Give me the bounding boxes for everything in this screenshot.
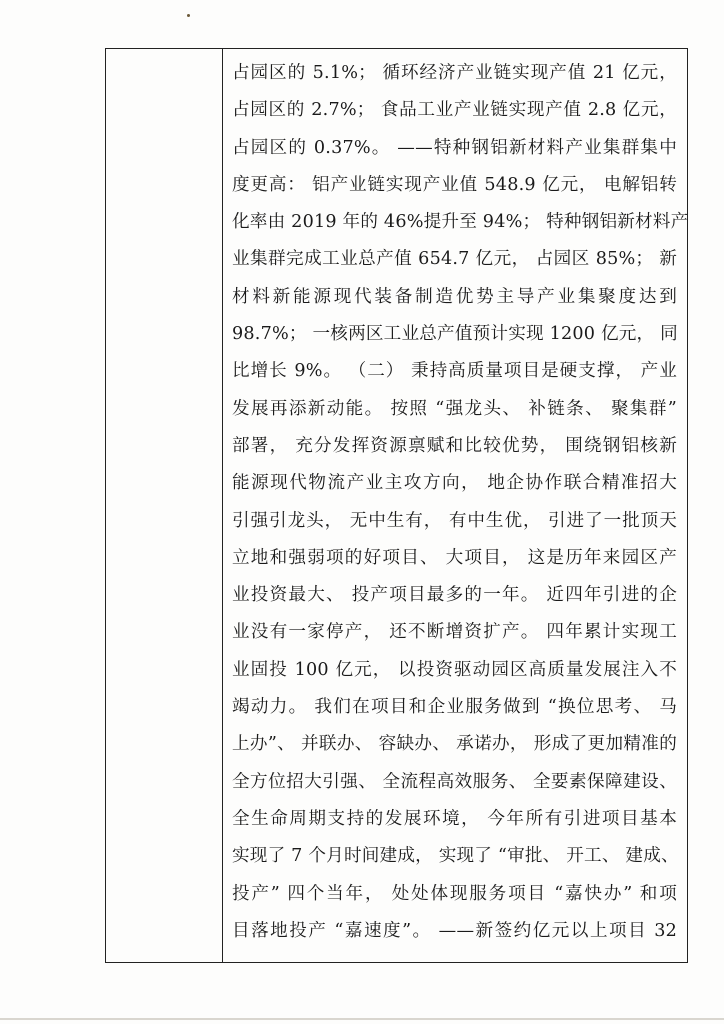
text-line: 占园区的 5.1%； 循环经济产业链实现产值 21 亿元， xyxy=(232,63,677,83)
text-line: 业没有一家停产， 还不断增资扩产。 四年累计实现工 xyxy=(232,622,677,643)
text-line: 发展再添新动能。 按照 “强龙头、 补链条、 聚集群” xyxy=(232,398,677,419)
text-line: 投产” 四个当年， 处处体现服务项目 “嘉快办” 和项 xyxy=(232,883,677,904)
text-line: 98.7%； 一核两区工业总产值预计实现 1200 亿元， 同 xyxy=(232,324,678,345)
text-line: 业投资最大、 投产项目最多的一年。 近四年引进的企 xyxy=(232,585,677,606)
text-line: 立地和强弱项的好项目、 大项目， 这是历年来园区产 xyxy=(232,547,677,568)
text-line: 全生命周期支持的发展环境， 今年所有引进项目基本 xyxy=(232,808,677,829)
body-paragraph xyxy=(232,55,689,950)
text-line: 竭动力。 我们在项目和企业服务做到 “换位思考、 马 xyxy=(232,697,677,718)
text-line: 材料新能源现代装备制造优势主导产业集聚度达到 xyxy=(232,286,677,307)
table-content-cell xyxy=(224,49,687,962)
paper-speck xyxy=(187,14,190,17)
text-line: 占园区的 2.7%； 食品工业产业链实现产值 2.8 亿元， xyxy=(232,100,677,121)
page-bottom-edge xyxy=(0,1018,724,1020)
text-line: 全方位招大引强、 全流程高效服务、 全要素保障建设、 xyxy=(232,771,677,792)
table-frame xyxy=(105,48,688,963)
text-line: 目落地投产 “嘉速度”。 ——新签约亿元以上项目 32 xyxy=(232,920,677,941)
text-line: 占园区的 0.37%。 ——特种钢铝新材料产业集群集中 xyxy=(232,137,677,158)
text-line: 部署， 充分发挥资源禀赋和比较优势， 围绕钢铝核新 xyxy=(232,435,677,456)
text-line: 化率由 2019 年的 46%提升至 94%； 特种钢铝新材料产 xyxy=(232,212,689,233)
text-line: 能源现代物流产业主攻方向， 地企协作联合精准招大 xyxy=(232,473,677,494)
text-line: 比增长 9%。 （二） 秉持高质量项目是硬支撑， 产业 xyxy=(232,361,677,382)
text-line: 引强引龙头， 无中生有， 有中生优， 引进了一批顶天 xyxy=(232,510,677,531)
table-left-column xyxy=(106,49,223,962)
text-line: 业固投 100 亿元， 以投资驱动园区高质量发展注入不 xyxy=(232,659,677,680)
text-line: 业集群完成工业总产值 654.7 亿元， 占园区 85%； 新 xyxy=(232,249,677,270)
text-line: 实现了 7 个月时间建成， 实现了 “审批、 开工、 建成、 xyxy=(232,846,679,867)
text-line: 上办”、 并联办、 容缺办、 承诺办， 形成了更加精准的 xyxy=(232,734,677,755)
text-line: 度更高： 铝产业链实现产业值 548.9 亿元， 电解铝转 xyxy=(232,174,677,195)
